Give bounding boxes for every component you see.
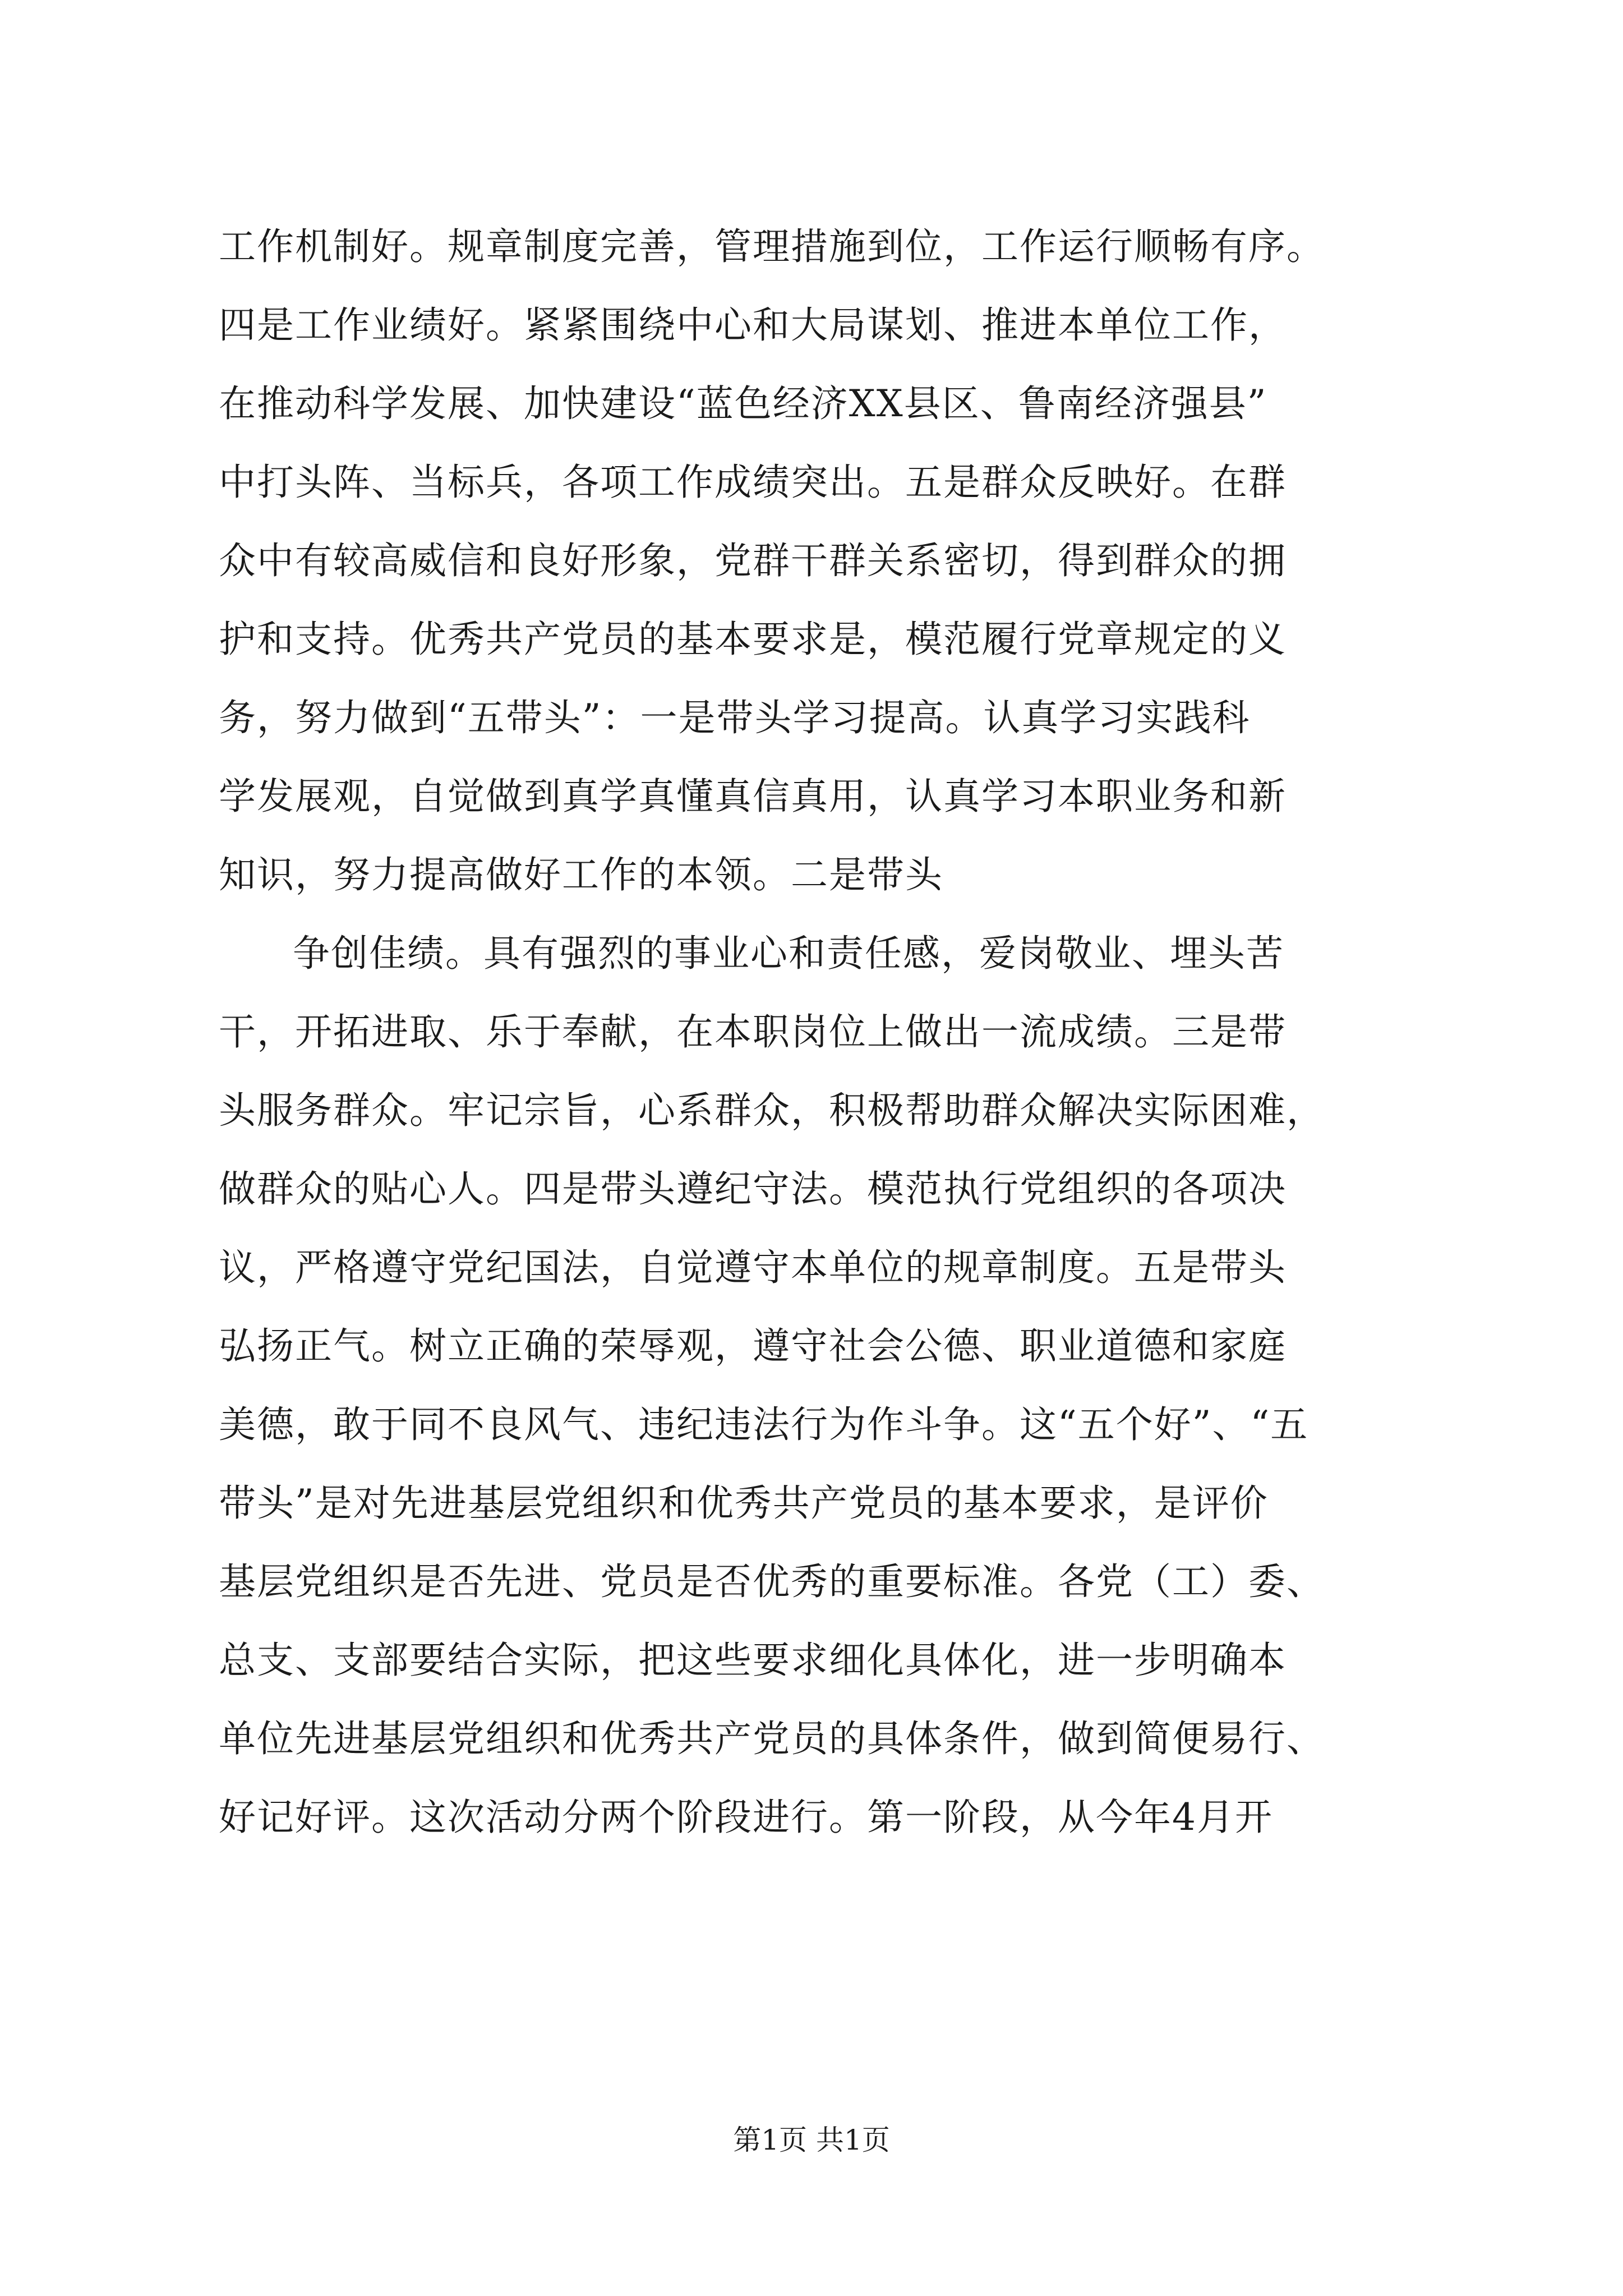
text-line: 在推动科学发展、加快建设“蓝色经济XX县区、鲁南经济强县” xyxy=(219,382,1267,425)
text-line: 带头”是对先进基层党组织和优秀共产党员的基本要求，是评价 xyxy=(219,1481,1269,1525)
text-line: 干，开拓进取、乐于奉献，在本职岗位上做出一流成绩。三是带 xyxy=(219,1010,1287,1053)
text-line: 学发展观，自觉做到真学真懂真信真用，认真学习本职业务和新 xyxy=(219,775,1287,818)
text-line: 单位先进基层党组织和优秀共产党员的具体条件，做到简便易行、 xyxy=(219,1717,1325,1760)
text-line: 护和支持。优秀共产党员的基本要求是，模范履行党章规定的义 xyxy=(219,618,1287,661)
text-line: 务，努力做到“五带头”：一是带头学习提高。认真学习实践科 xyxy=(219,696,1251,739)
text-line: 工作机制好。规章制度完善，管理措施到位，工作运行顺畅有序。 xyxy=(219,225,1325,268)
text-line: 中打头阵、当标兵，各项工作成绩突出。五是群众反映好。在群 xyxy=(219,461,1287,504)
text-line: 议，严格遵守党纪国法，自觉遵守本单位的规章制度。五是带头 xyxy=(219,1246,1287,1289)
paragraph-start-line: 争创佳绩。具有强烈的事业心和责任感，爱岗敬业、埋头苦 xyxy=(293,932,1284,975)
text-line: 总支、支部要结合实际，把这些要求细化具体化，进一步明确本 xyxy=(219,1639,1287,1682)
body-text xyxy=(219,220,1430,1869)
text-line: 美德，敢于同不良风气、违纪违法行为作斗争。这“五个好”、“五 xyxy=(219,1403,1309,1446)
text-line: 好记好评。这次活动分两个阶段进行。第一阶段，从今年4月开 xyxy=(219,1796,1273,1839)
text-line: 知识，努力提高做好工作的本领。二是带头 xyxy=(219,853,943,896)
text-line: 众中有较高威信和良好形象，党群干群关系密切，得到群众的拥 xyxy=(219,539,1287,582)
text-line: 弘扬正气。树立正确的荣辱观，遵守社会公德、职业道德和家庭 xyxy=(219,1324,1287,1368)
text-line: 基层党组织是否先进、党员是否优秀的重要标准。各党（工）委、 xyxy=(219,1560,1325,1603)
text-line: 四是工作业绩好。紧紧围绕中心和大局谋划、推进本单位工作， xyxy=(219,303,1287,347)
page-number-footer: 第1页 共1页 xyxy=(733,2124,890,2156)
text-line: 头服务群众。牢记宗旨，心系群众，积极帮助群众解决实际困难， xyxy=(219,1089,1325,1132)
text-line: 做群众的贴心人。四是带头遵纪守法。模范执行党组织的各项决 xyxy=(219,1167,1287,1211)
